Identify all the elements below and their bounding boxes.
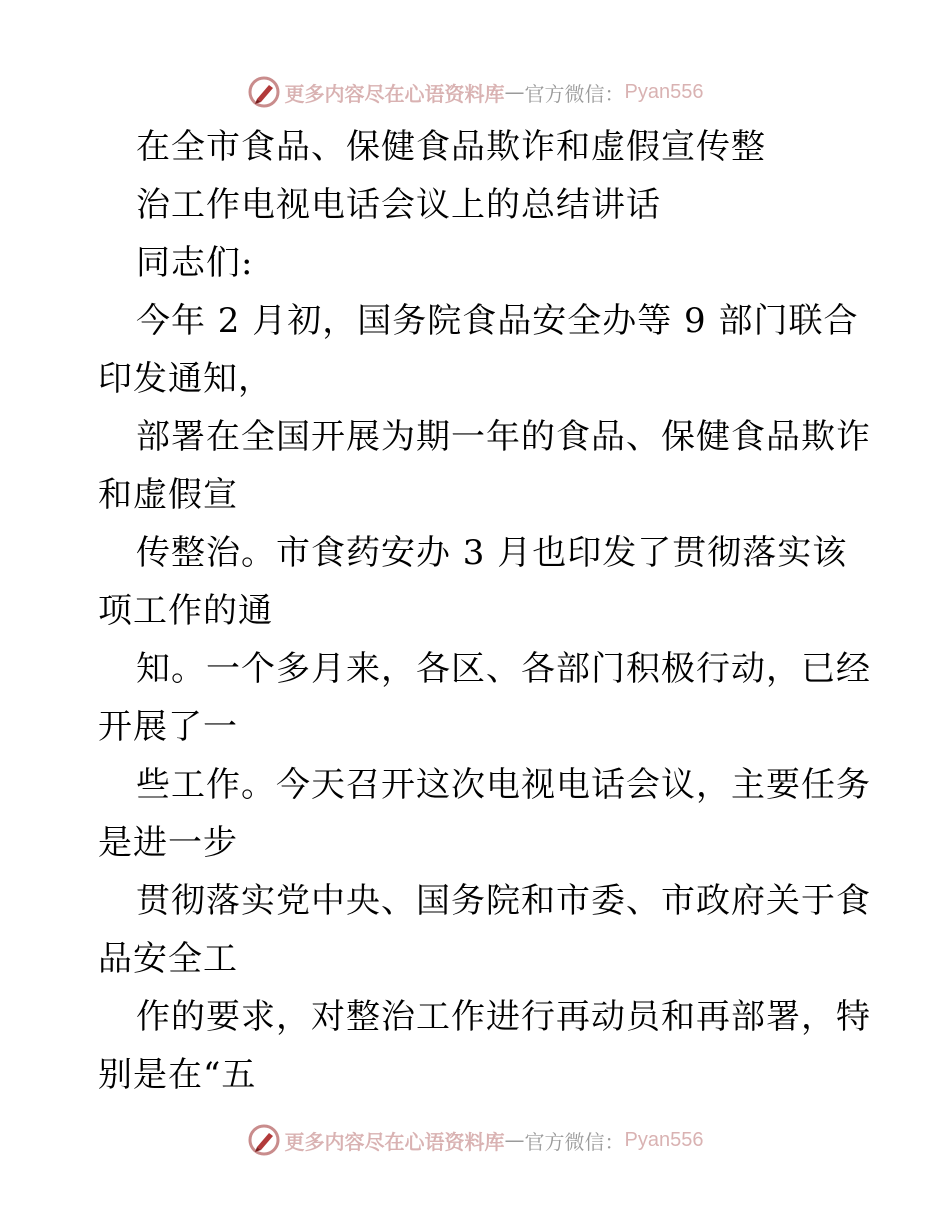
document-line: 贯彻落实党中央、国务院和市委、市政府关于食: [136, 881, 871, 921]
watermark-official-text: 官方微信：: [524, 1129, 625, 1154]
watermark-brand-text: 更多内容尽在心语资料库: [284, 1129, 505, 1154]
document-line: 部署在全国开展为期一年的食品、保健食品欺诈: [136, 417, 871, 457]
document-line: 知。一个多月来，各区、各部门积极行动，已经: [136, 649, 871, 689]
pen-logo-icon: [247, 75, 281, 109]
document-line: 些工作。今天召开这次电视电话会议，主要任务: [136, 765, 871, 805]
document-line: 和虚假宣: [98, 475, 238, 515]
watermark-brand-text: 更多内容尽在心语资料库: [284, 81, 505, 106]
watermark-wechat-id: Pyan556: [624, 1128, 704, 1151]
document-line: 同志们:: [136, 243, 254, 283]
watermark-official-text: 官方微信：: [524, 81, 625, 106]
document-line: 印发通知，: [98, 359, 273, 399]
watermark-dash: —: [504, 80, 525, 104]
header-watermark: [0, 72, 950, 112]
document-line: 开展了一: [98, 707, 238, 747]
document-line: 是进一步: [98, 823, 238, 863]
document-body: [98, 118, 871, 1104]
watermark-wechat-id: Pyan556: [624, 80, 704, 103]
document-line: 别是在“五: [98, 1055, 257, 1095]
document-line: 项工作的通: [98, 591, 273, 631]
document-line: 今年 2 月初，国务院食品安全办等 9 部门联合: [136, 301, 859, 341]
watermark-dash: —: [504, 1128, 525, 1152]
document-line: 传整治。市食药安办 3 月也印发了贯彻落实该: [136, 533, 848, 573]
pen-logo-icon: [247, 1123, 281, 1157]
document-line: 治工作电视电话会议上的总结讲话: [136, 185, 661, 225]
document-line: 品安全工: [98, 939, 238, 979]
footer-watermark: [0, 1120, 950, 1160]
document-line: 在全市食品、保健食品欺诈和虚假宣传整: [136, 127, 766, 167]
document-line: 作的要求，对整治工作进行再动员和再部署，特: [136, 997, 871, 1037]
